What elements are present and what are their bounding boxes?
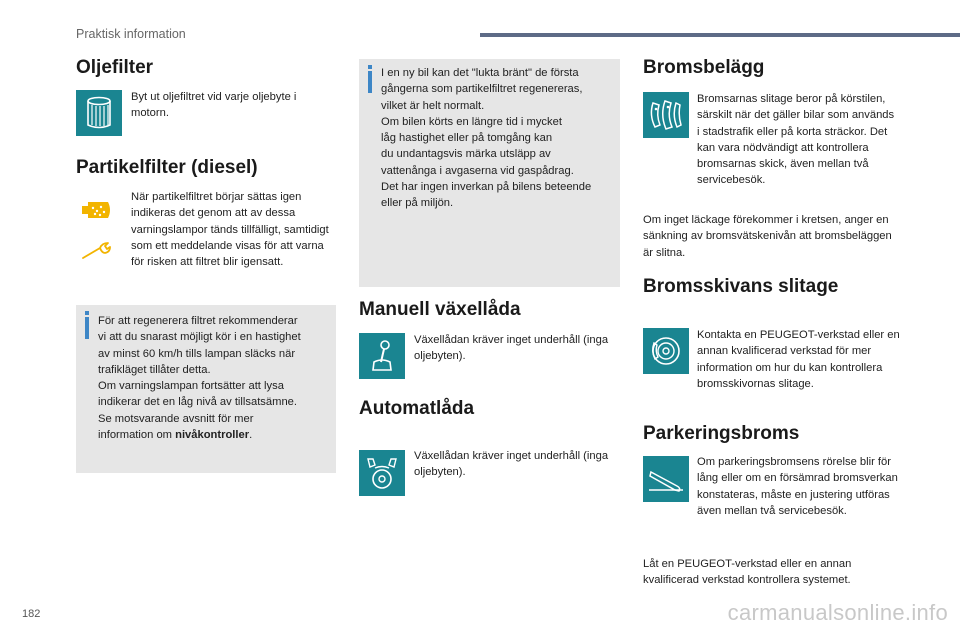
automatic-gearbox-heading: Automatlåda [359,398,475,419]
brake-pads-heading: Bromsbelägg [643,57,765,78]
oil-filter-icon [76,90,122,136]
oil-filter-text: Byt ut oljefiltret vid varje oljebyte i motorn. [131,91,297,120]
automatic-gearbox-icon [359,450,405,496]
service-wrench-icon [80,240,114,267]
brake-disc-text: Kontakta en PEUGEOT-verkstad eller en annan kvalificerad verkstad för mer information om hur du kan kontrollera bromsskivornas slitage. [697,329,900,390]
oil-filter-heading: Oljefilter [76,57,154,78]
manual-gearbox-heading: Manuell växellåda [359,299,521,320]
brake-disc-heading: Bromsskivans slitage [643,276,839,297]
parking-brake-text: Om parkeringsbromsens rörelse blir för lång eller om en försämrad bromsverkan konstateras, måste en justering utföras även mellan två servicebesök. [697,456,898,517]
watermark: carmanualsonline.info [727,600,948,625]
brake-pads-text: Bromsarnas slitage beror på körstilen, särskilt när det gäller bilar som används i stadstrafik eller på korta sträckor. Det kan vara nödvändigt att kontrollera bromsarnas skick, även mellan två servicebesök. [697,93,895,187]
parking-brake-text-2: Låt en PEUGEOT-verkstad eller en annan kvalificerad verkstad kontrollera systemet. [643,558,852,587]
level-check-link: nivåkontroller [175,429,250,442]
particle-filter-heading: Partikelfilter (diesel) [76,157,258,178]
brake-pads-text-2: Om inget läckage förekommer i kretsen, anger en sänkning av bromsvätskenivån att bromsbeläggen är slitna. [643,214,892,259]
page-number: 182 [22,608,41,620]
section-header: Praktisk information [76,27,186,41]
info-icon [85,317,89,339]
particle-filter-warning-icon [80,198,114,227]
parking-brake-heading: Parkeringsbroms [643,423,800,444]
regeneration-info-text: För att regenerera filtret rekommenderar vi att du snarast möjligt kör i en hastighet av minst 60 km/h tills lampan släcks när trafikläget tillåter detta. Om varningslampan fortsätter att lysa indikerar det en låg nivå av tillsatsämne. Se motsvarande avsnitt för mer information om nivåkontroller. [98,315,301,442]
parking-brake-icon [643,456,689,502]
new-car-info-text: I en ny bil kan det "lukta bränt" de första gångerna som partikelfiltret regenereras, vilket är helt normalt. Om bilen körts en längre tid i mycket låg hastighet eller på tomgång kan du undantagsvis märka utsläpp av vattenånga i avgaserna vid gaspådrag. Det har ingen inverkan på bilens beteende eller på miljön. [381,67,592,210]
manual-gearbox-icon [359,333,405,379]
info-icon [368,71,372,93]
new-car-info-box [359,59,620,287]
header-bar [480,33,960,37]
manual-gearbox-text: Växellådan kräver inget underhåll (inga oljebyten). [414,334,609,363]
particle-filter-text: När partikelfiltret börjar sättas igen indikeras det genom att av dessa varningslampor tänds tillfälligt, samtidigt som ett meddelande visas för att varna för risken att filtret blir igensatt. [131,191,329,269]
brake-pads-icon [643,92,689,138]
automatic-gearbox-text: Växellådan kräver inget underhåll (inga oljebyten). [414,450,609,479]
regeneration-info-box [76,305,336,473]
brake-disc-icon [643,328,689,374]
